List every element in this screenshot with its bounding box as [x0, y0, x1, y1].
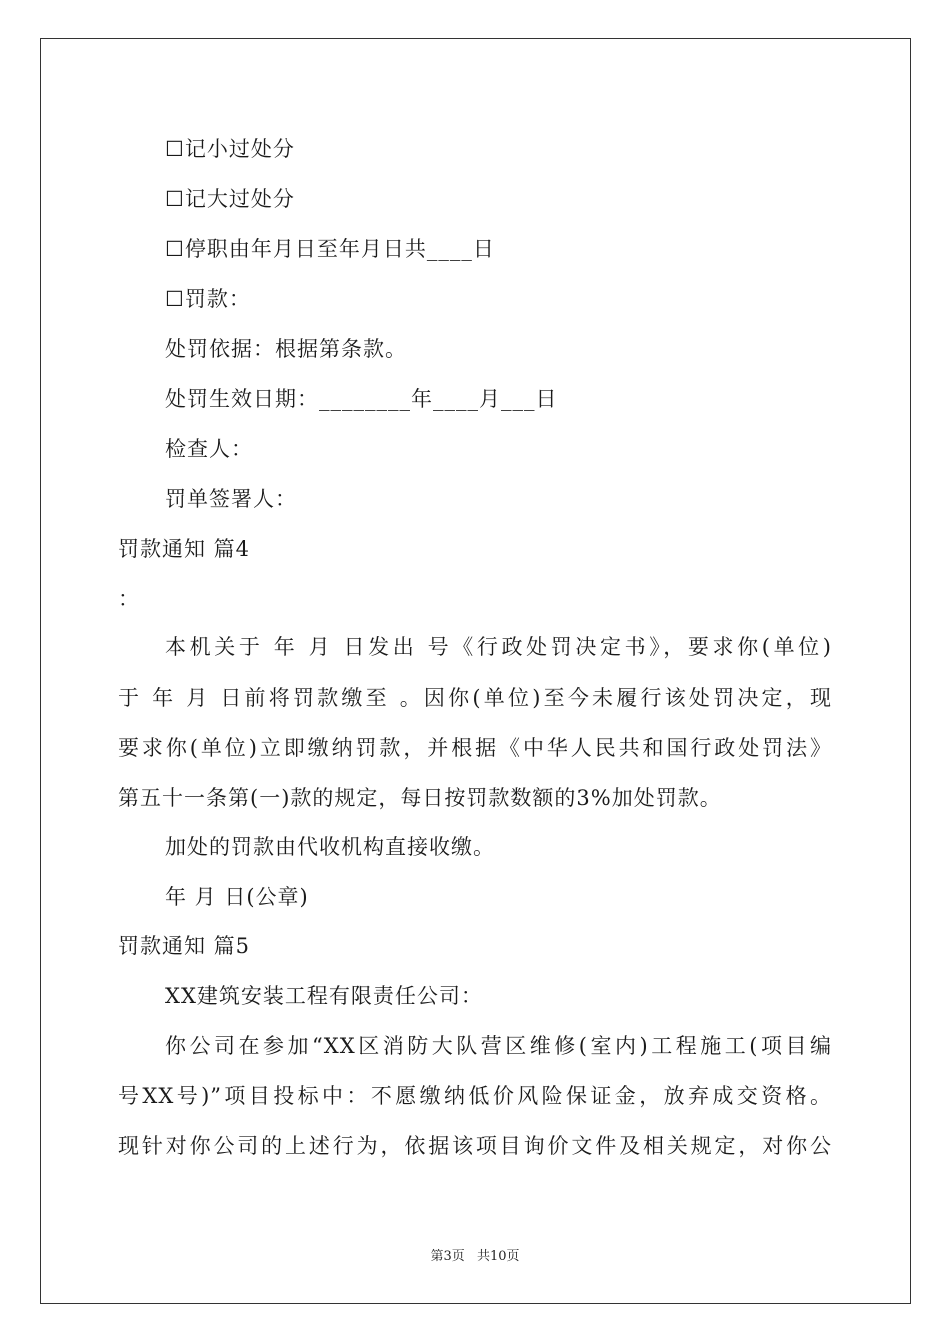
- notice-paragraph-line-3: 要求你(单位)立即缴纳罚款，并根据《中华人民共和国行政处罚法》: [118, 736, 832, 760]
- page-total: 共10页: [476, 1249, 520, 1264]
- bid-paragraph-line-2: 号XX号)”项目投标中：不愿缴纳低价风险保证金，放弃成交资格。: [118, 1084, 832, 1108]
- notice-paragraph-line-4: 第五十一条第(一)款的规定，每日按罚款数额的3%加处罚款。: [118, 786, 722, 810]
- option-suspension: ☐停职由年月日至年月日共____日: [165, 237, 495, 261]
- option-fine: ☐罚款：: [165, 287, 251, 311]
- section-heading-4: 罚款通知 篇4: [118, 537, 251, 561]
- signer-label: 罚单签署人：: [165, 487, 297, 511]
- notice-paragraph-line-1: 本机关于 年 月 日发出 号《行政处罚决定书》，要求你(单位): [165, 635, 832, 659]
- bid-paragraph-line-1: 你公司在参加“XX区消防大队营区维修(室内)工程施工(项目编: [165, 1034, 832, 1058]
- penalty-basis: 处罚依据：根据第条款。: [165, 337, 407, 361]
- company-addressee: XX建筑安装工程有限责任公司：: [165, 984, 483, 1008]
- date-seal-line: 年 月 日(公章): [165, 885, 309, 909]
- page-border: [40, 38, 911, 1304]
- notice-paragraph-line-2: 于 年 月 日前将罚款缴至 。因你(单位)至今未履行该处罚决定，现: [118, 686, 832, 710]
- option-major-demerit: ☐记大过处分: [165, 187, 295, 211]
- section-heading-5: 罚款通知 篇5: [118, 934, 251, 958]
- page-footer: [0, 1248, 950, 1266]
- bid-paragraph-line-3: 现针对你公司的上述行为，依据该项目询价文件及相关规定，对你公: [118, 1134, 832, 1158]
- collection-note: 加处的罚款由代收机构直接收缴。: [165, 835, 495, 859]
- option-minor-demerit: ☐记小过处分: [165, 137, 295, 161]
- addressee-line: ：: [118, 587, 140, 611]
- page-number: 第3页: [430, 1249, 465, 1264]
- inspector-label: 检查人：: [165, 437, 253, 461]
- penalty-effective-date: 处罚生效日期：________年____月___日: [165, 387, 558, 411]
